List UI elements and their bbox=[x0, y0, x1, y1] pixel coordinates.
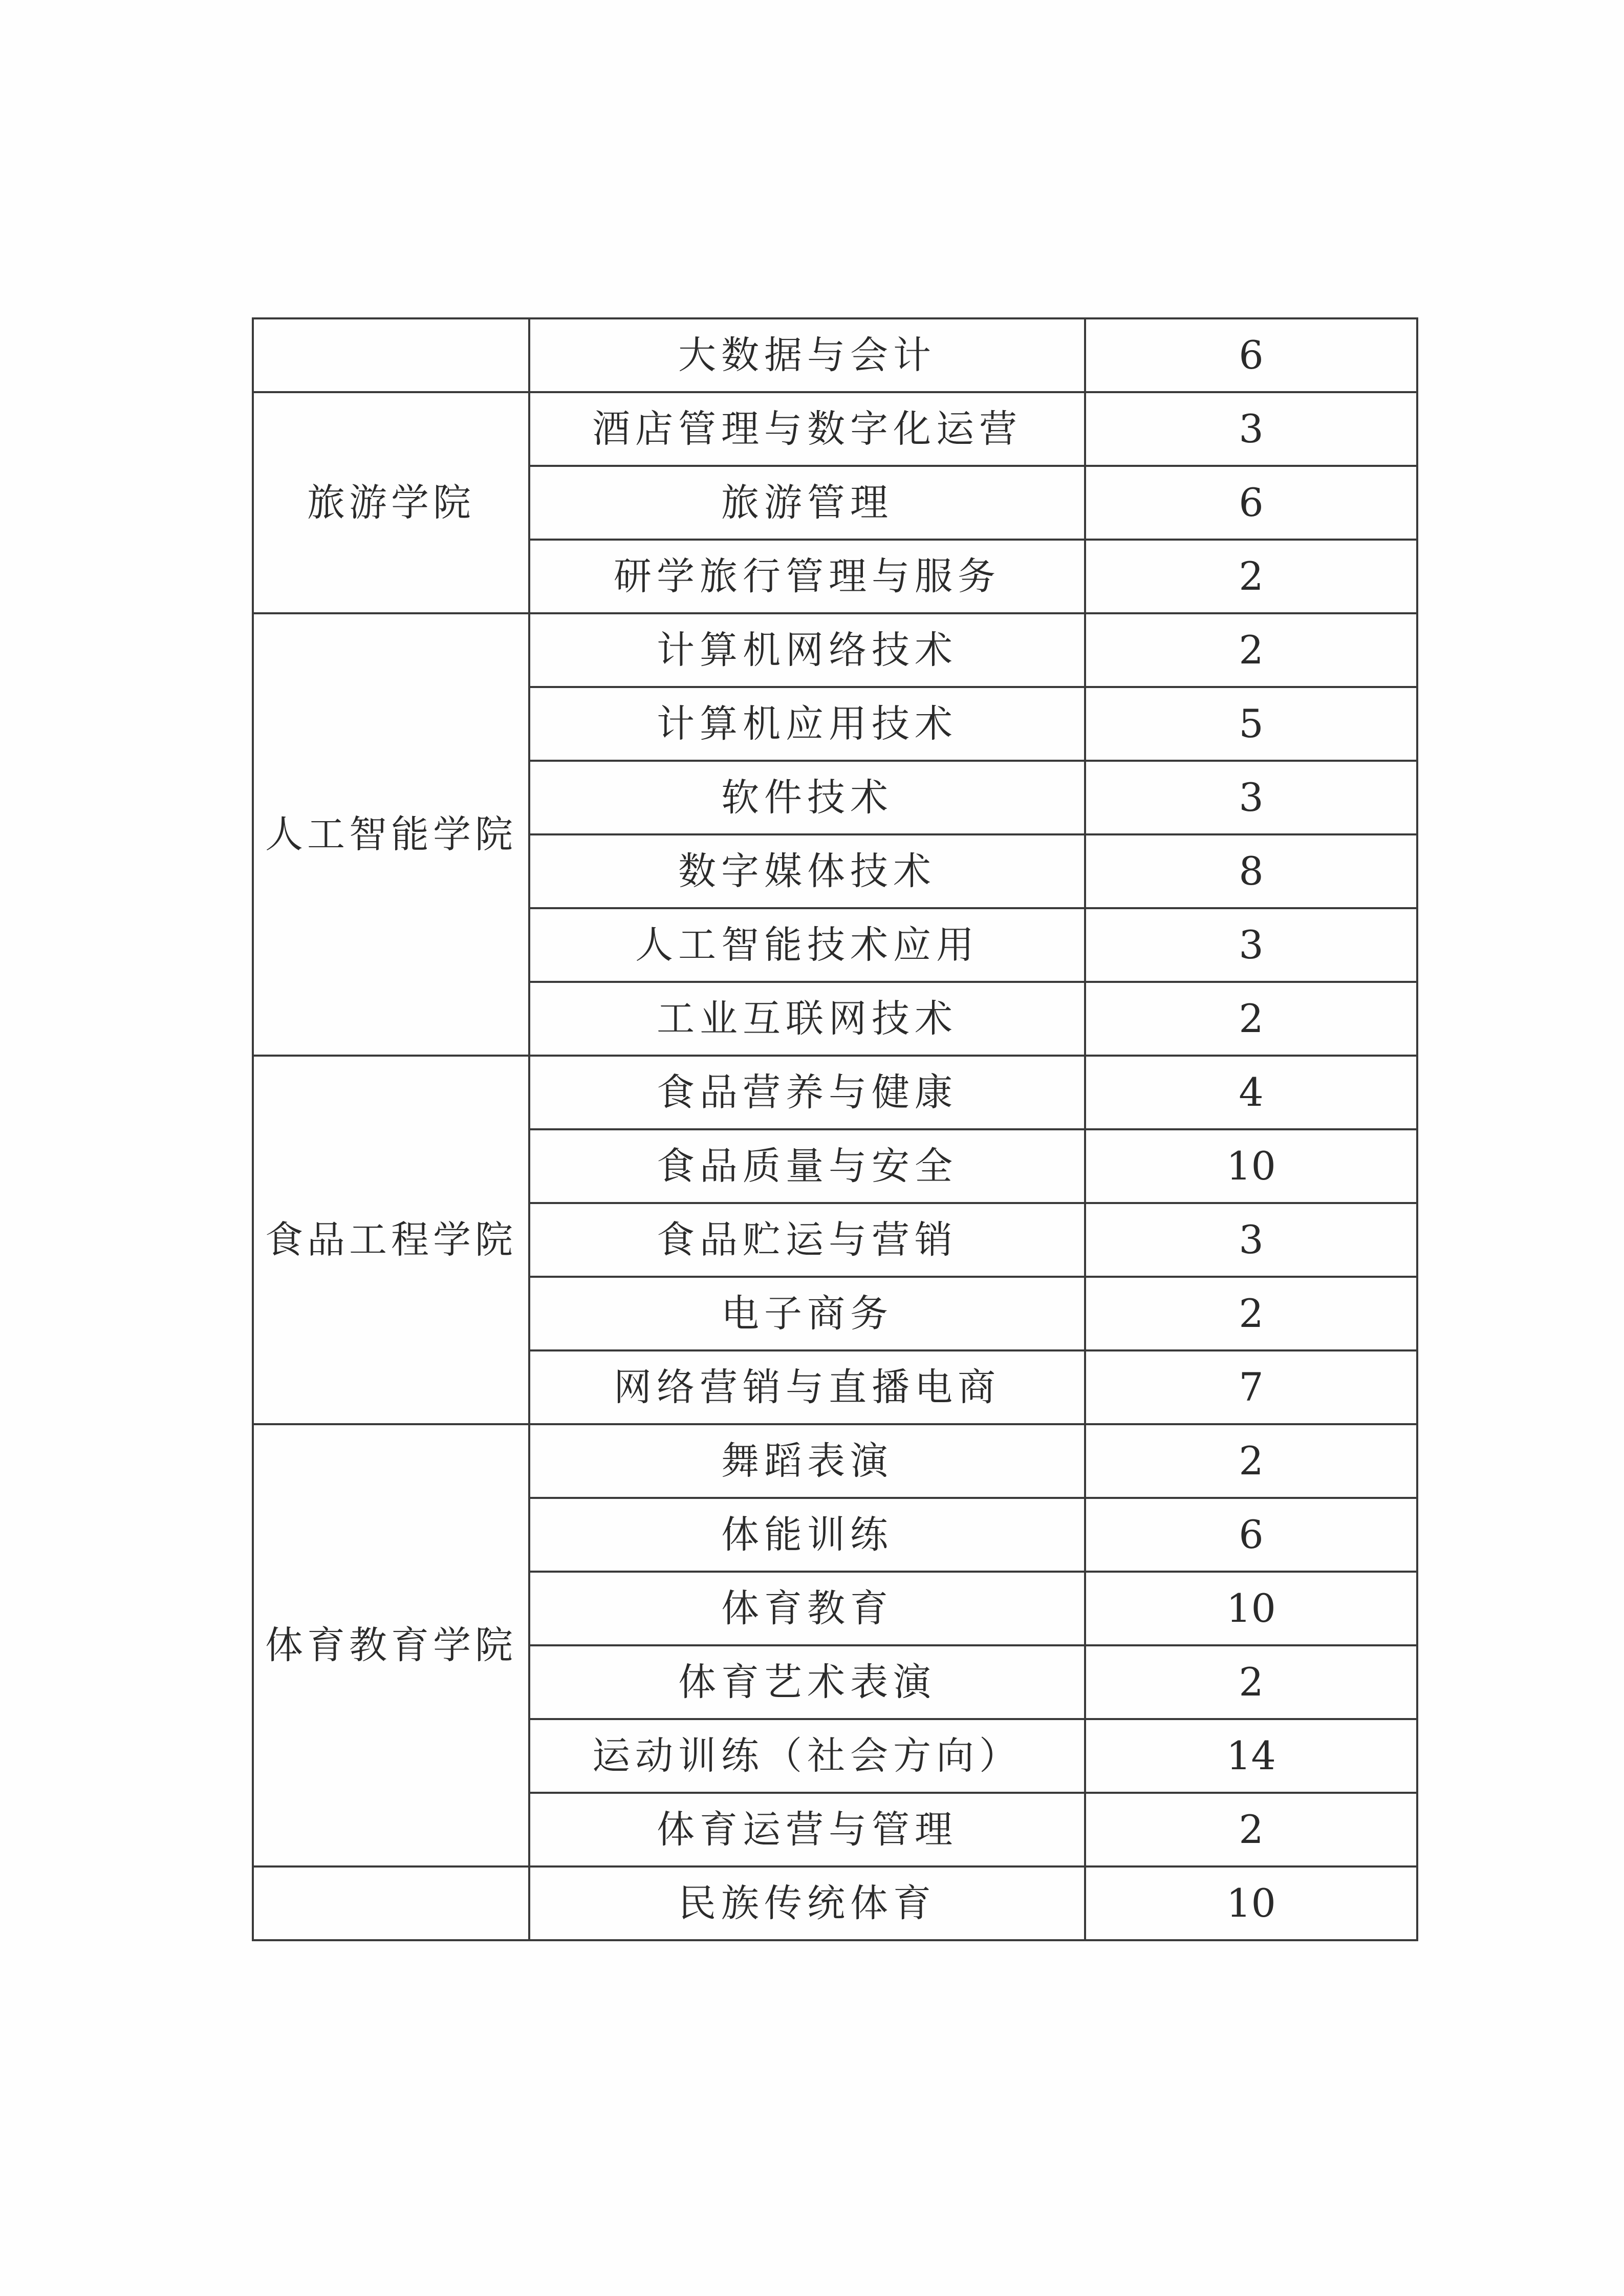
table-row bbox=[253, 1424, 1417, 1498]
count-cell: 3 bbox=[1085, 908, 1417, 982]
count-cell: 2 bbox=[1085, 1424, 1417, 1498]
count-cell: 8 bbox=[1085, 834, 1417, 908]
table-row bbox=[253, 318, 1417, 392]
table-row bbox=[253, 613, 1417, 687]
major-cell: 电子商务 bbox=[529, 1277, 1085, 1350]
major-cell: 计算机网络技术 bbox=[529, 613, 1085, 687]
count-cell: 5 bbox=[1085, 687, 1417, 761]
college-cell bbox=[253, 318, 529, 392]
count-cell: 7 bbox=[1085, 1350, 1417, 1424]
count-cell: 6 bbox=[1085, 1498, 1417, 1572]
major-cell: 体育运营与管理 bbox=[529, 1793, 1085, 1866]
table-row bbox=[253, 1866, 1417, 1940]
count-cell: 3 bbox=[1085, 761, 1417, 834]
enrollment-table bbox=[252, 317, 1418, 1941]
major-cell: 大数据与会计 bbox=[529, 318, 1085, 392]
major-cell: 旅游管理 bbox=[529, 466, 1085, 540]
major-cell: 食品贮运与营销 bbox=[529, 1203, 1085, 1277]
count-cell: 6 bbox=[1085, 318, 1417, 392]
major-cell: 舞蹈表演 bbox=[529, 1424, 1085, 1498]
count-cell: 2 bbox=[1085, 613, 1417, 687]
major-cell: 数字媒体技术 bbox=[529, 834, 1085, 908]
major-cell: 计算机应用技术 bbox=[529, 687, 1085, 761]
major-cell: 体能训练 bbox=[529, 1498, 1085, 1572]
count-cell: 2 bbox=[1085, 982, 1417, 1056]
college-cell: 食品工程学院 bbox=[253, 1056, 529, 1424]
major-cell: 软件技术 bbox=[529, 761, 1085, 834]
major-cell: 人工智能技术应用 bbox=[529, 908, 1085, 982]
count-cell: 14 bbox=[1085, 1719, 1417, 1793]
major-cell: 食品质量与安全 bbox=[529, 1129, 1085, 1203]
count-cell: 10 bbox=[1085, 1129, 1417, 1203]
count-cell: 3 bbox=[1085, 1203, 1417, 1277]
count-cell: 3 bbox=[1085, 392, 1417, 466]
count-cell: 6 bbox=[1085, 466, 1417, 540]
college-cell: 人工智能学院 bbox=[253, 613, 529, 1056]
count-cell: 10 bbox=[1085, 1866, 1417, 1940]
count-cell: 2 bbox=[1085, 1645, 1417, 1719]
count-cell: 4 bbox=[1085, 1056, 1417, 1129]
major-cell: 工业互联网技术 bbox=[529, 982, 1085, 1056]
major-cell: 体育教育 bbox=[529, 1572, 1085, 1645]
table-row bbox=[253, 392, 1417, 466]
major-cell: 研学旅行管理与服务 bbox=[529, 540, 1085, 613]
count-cell: 2 bbox=[1085, 1277, 1417, 1350]
college-cell bbox=[253, 1866, 529, 1940]
college-cell: 旅游学院 bbox=[253, 392, 529, 613]
count-cell: 10 bbox=[1085, 1572, 1417, 1645]
enrollment-table-body bbox=[253, 318, 1417, 1940]
table-row bbox=[253, 1056, 1417, 1129]
major-cell: 民族传统体育 bbox=[529, 1866, 1085, 1940]
major-cell: 体育艺术表演 bbox=[529, 1645, 1085, 1719]
major-cell: 运动训练（社会方向） bbox=[529, 1719, 1085, 1793]
college-cell: 体育教育学院 bbox=[253, 1424, 529, 1866]
count-cell: 2 bbox=[1085, 540, 1417, 613]
major-cell: 食品营养与健康 bbox=[529, 1056, 1085, 1129]
major-cell: 酒店管理与数字化运营 bbox=[529, 392, 1085, 466]
count-cell: 2 bbox=[1085, 1793, 1417, 1866]
major-cell: 网络营销与直播电商 bbox=[529, 1350, 1085, 1424]
